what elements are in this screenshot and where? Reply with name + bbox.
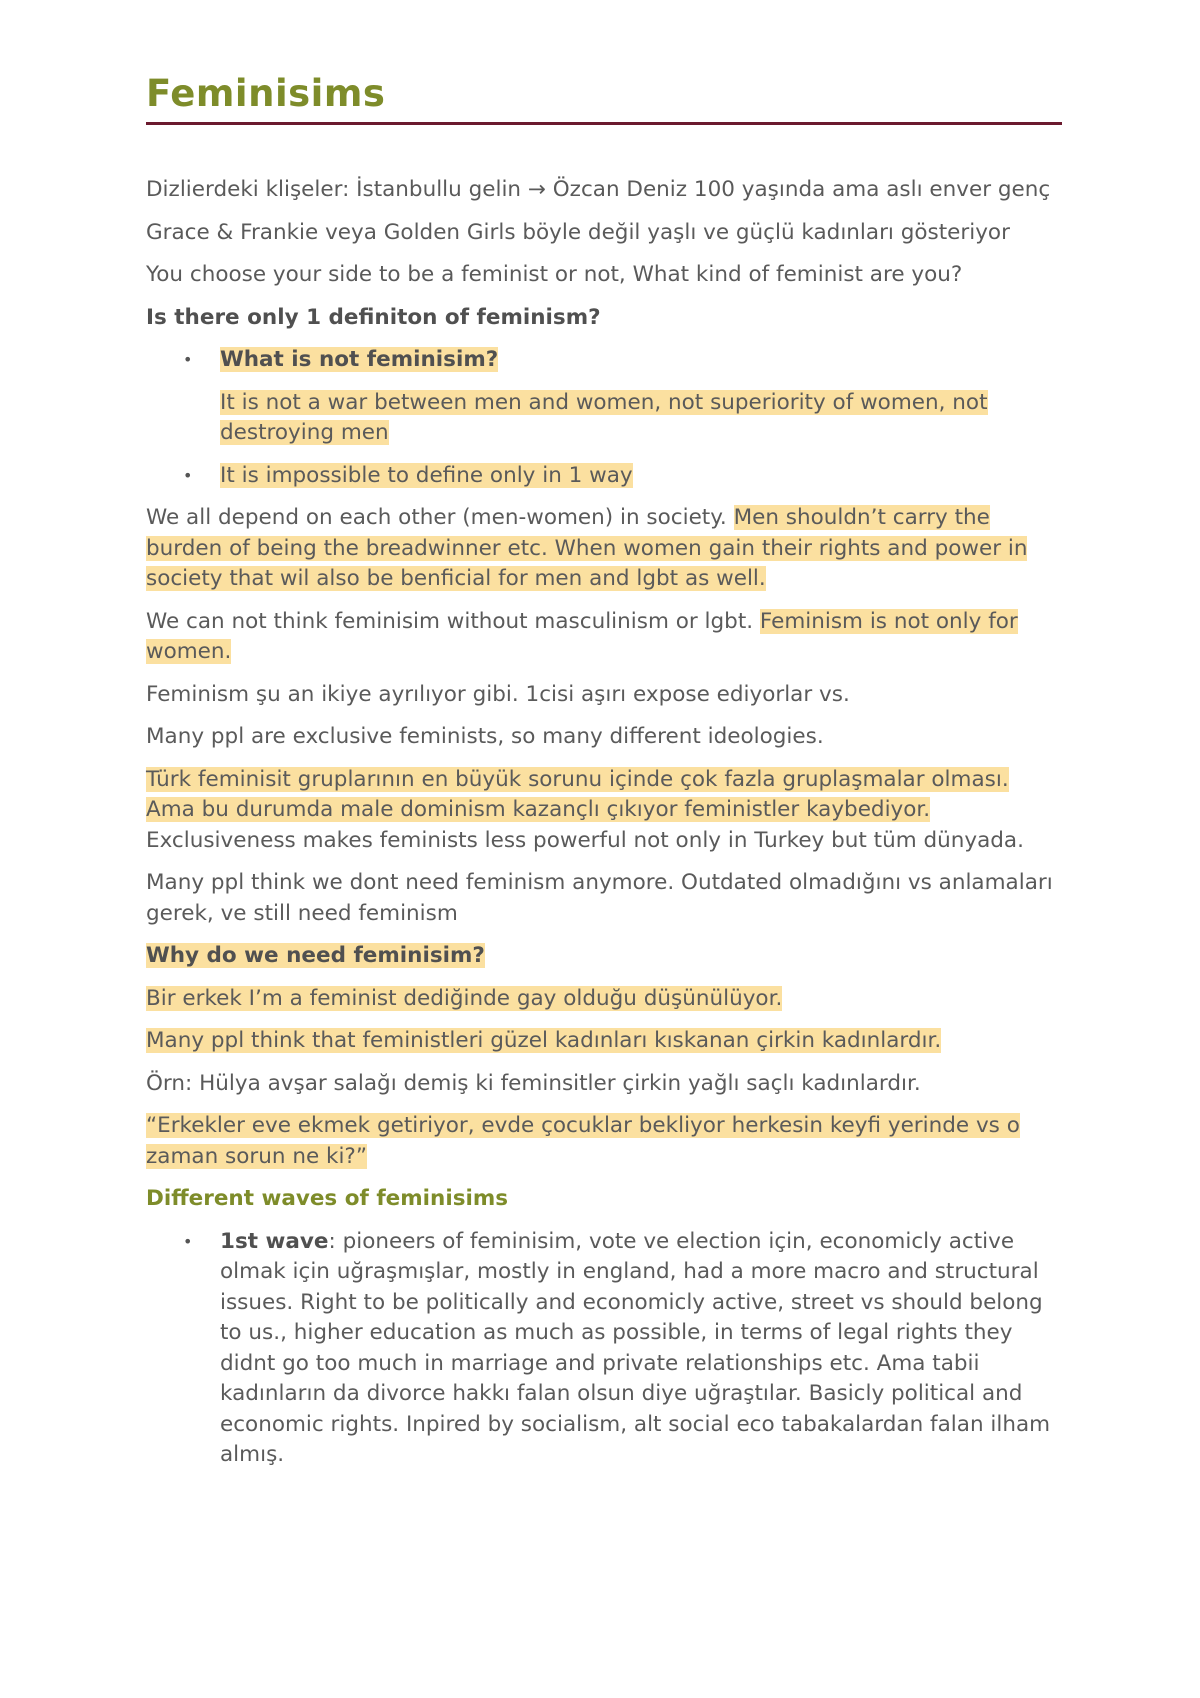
paragraph-outdated: Many ppl think we dont need feminism anymore. Outdated olmadığını vs anlamaları gerek, ve still need feminism	[146, 870, 1053, 926]
highlighted-text: Men shouldn’t carry the burden of being the breadwinner etc. When women gain their rights and power in society that wil also be benficial for men and lgbt as well.	[146, 505, 1028, 591]
waves-list	[146, 1227, 1062, 1471]
definition-list	[146, 345, 1062, 491]
highlighted-text: Ama bu durumda male dominism kazançlı çıkıyor feministler kaybediyor.	[146, 797, 931, 822]
paragraph-depend	[146, 503, 1062, 595]
list-item-label: What is not feminisim?	[220, 347, 499, 372]
section-heading-waves: Different waves of feminisims	[146, 1186, 509, 1211]
paragraph-example: Örn: Hülya avşar salağı demiş ki feminsitler çirkin yağlı saçlı kadınlardır.	[146, 1070, 921, 1096]
bullet-icon: •	[183, 350, 193, 369]
highlighted-text: “Erkekler eve ekmek getiriyor, evde çocuklar bekliyor herkesin keyfi yerinde vs o zaman sorun ne ki?”	[146, 1113, 1020, 1169]
paragraph-cliches: Dizlierdeki klişeler: İstanbullu gelin → Özcan Deniz 100 yaşında ama aslı enver genç	[146, 177, 1051, 202]
highlighted-text: Many ppl think that feministleri güzel kadınları kıskanan çirkin kadınlardır.	[146, 1028, 942, 1053]
paragraph-split: Feminism şu an ikiye ayrılıyor gibi. 1cisi aşırı expose ediyorlar vs.	[146, 681, 850, 707]
list-item-not-feminism-detail	[146, 388, 1062, 449]
list-item-label: It is impossible to define only in 1 way	[220, 462, 633, 488]
list-item-first-wave	[146, 1227, 1062, 1471]
paragraph-masculinism	[146, 607, 1062, 668]
paragraph-quote	[146, 1111, 1062, 1172]
paragraph-turkish-groups	[146, 765, 1062, 857]
list-item-impossible-define	[146, 461, 1062, 492]
highlighted-text: Bir erkek I’m a feminist dediğinde gay olduğu düşünülüyor.	[146, 985, 783, 1011]
highlighted-text: Feminism is not only for women.	[146, 608, 1018, 664]
question-definition: Is there only 1 definiton of feminism?	[146, 304, 601, 330]
bullet-icon: •	[183, 1231, 193, 1251]
paragraph-gay	[146, 984, 1062, 1015]
paragraph-exclusive: Many ppl are exclusive feminists, so many different ideologies.	[146, 724, 824, 749]
question-why-need	[146, 941, 1062, 972]
paragraph-jealous	[146, 1026, 1062, 1057]
paragraph-text: We can not think feminisim without masculinism or lgbt.	[146, 608, 760, 634]
list-item-detail: It is not a war between men and women, not superiority of women, not destroying men	[220, 389, 988, 445]
bullet-icon: •	[183, 465, 193, 485]
document-page	[146, 70, 1062, 1483]
paragraph-text: We all depend on each other (men-women) in society.	[146, 505, 734, 530]
paragraph-choose-side: You choose your side to be a feminist or not, What kind of feminist are you?	[146, 262, 963, 287]
wave-description: : pioneers of feminisim, vote ve election için, economicly active olmak için uğraşmışlar, mostly in england, had a more macro and structural issues. Right to be politically and economicly active, street vs should belong to us., higher education as much as possible, in terms of legal rights they didnt go too much in marriage and private relationships etc. Ama tabii kadınların da divorce hakkı falan olsun diye uğraştılar. Basicly political and economic rights. Inpired by socialism, alt social eco tabakalardan falan ilham almış.	[220, 1228, 1051, 1467]
document-title: Feminisims	[146, 72, 386, 115]
title-divider	[146, 122, 1062, 125]
paragraph-text: Exclusiveness makes feminists less powerful not only in Turkey but tüm dünyada.	[146, 827, 1024, 853]
highlighted-text: Türk feminisit gruplarının en büyük sorunu içinde çok fazla gruplaşmalar olması.	[146, 766, 1009, 792]
list-item-not-feminism	[146, 345, 1062, 376]
paragraph-grace-frankie: Grace & Frankie veya Golden Girls böyle değil yaşlı ve güçlü kadınları gösteriyor	[146, 219, 1010, 245]
wave-term: 1st wave	[220, 1228, 329, 1254]
highlighted-text: Why do we need feminisim?	[146, 943, 485, 968]
